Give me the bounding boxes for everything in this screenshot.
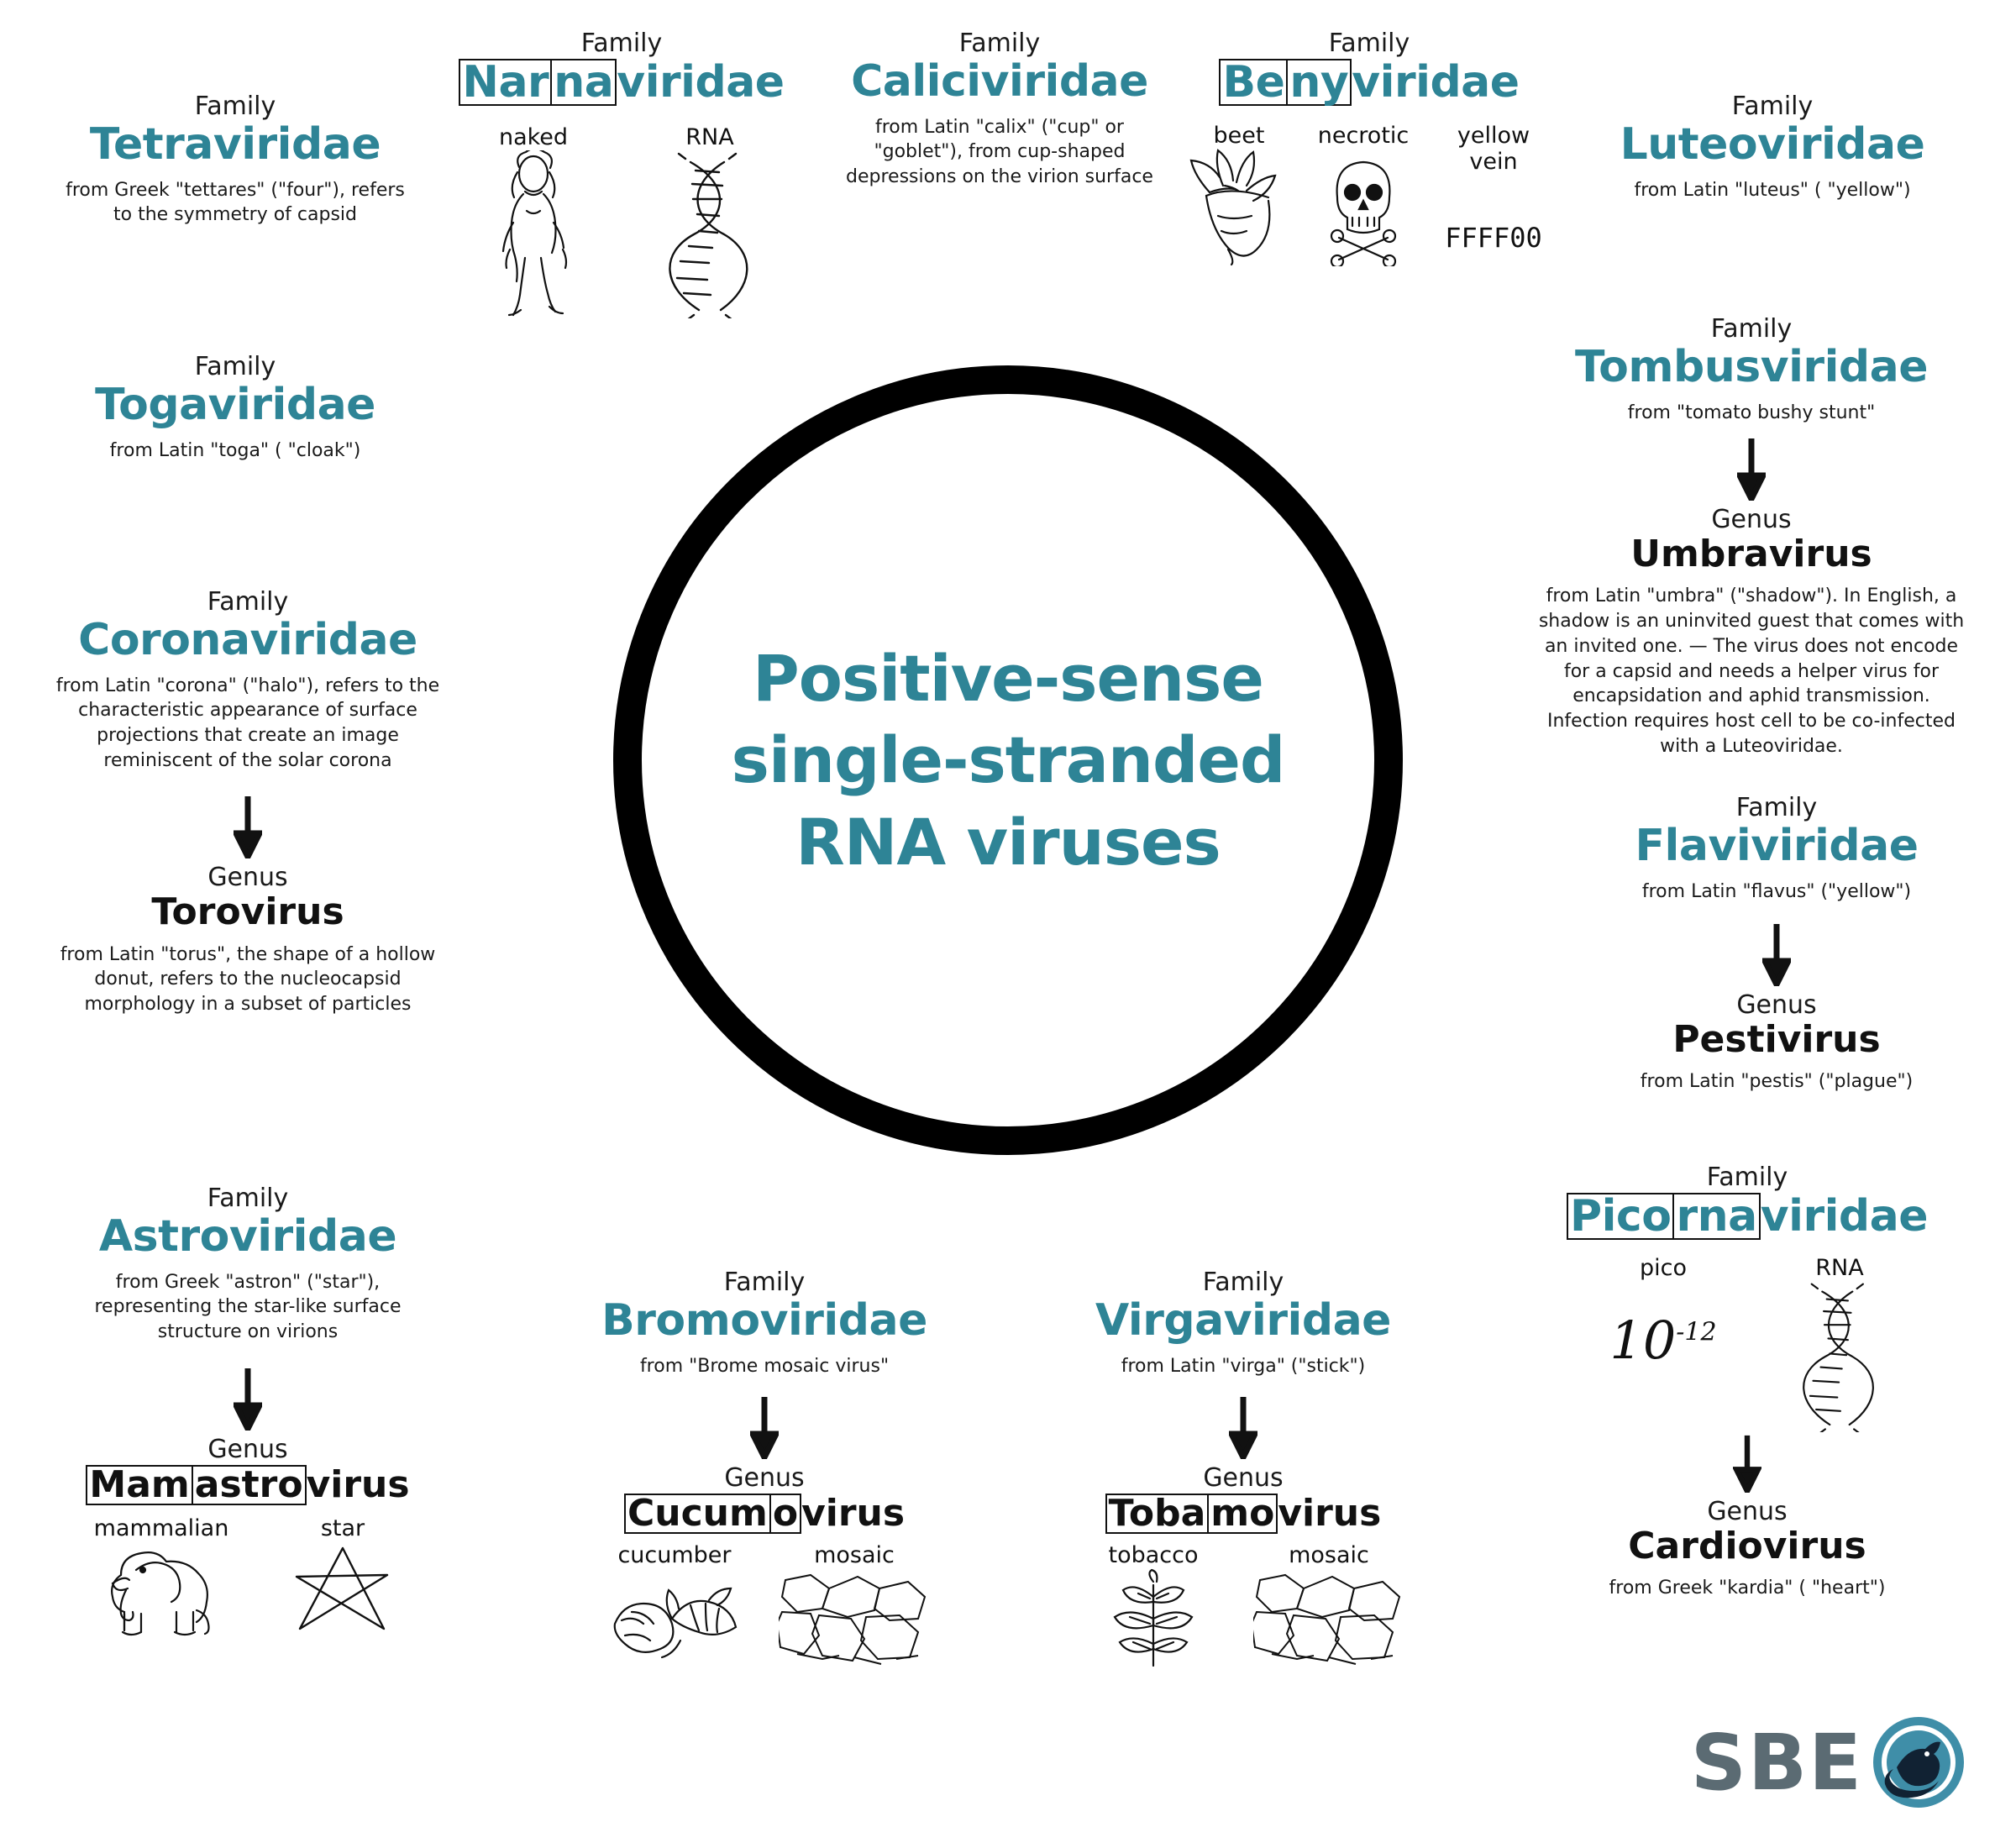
- rank-label: Family: [1731, 92, 1814, 121]
- arrow-virgaviridae-to-tobamovirus: [1075, 1395, 1411, 1459]
- rank-label: Family: [207, 1184, 289, 1213]
- rank-label: Family: [1328, 29, 1410, 58]
- sublabel-beet: beet: [1213, 123, 1265, 149]
- node-togaviridae: [59, 353, 412, 463]
- etymology-bromoviridae: from "Brome mosaic virus": [639, 1355, 890, 1377]
- rna-helix-icon: [1789, 1281, 1890, 1432]
- sublabel-tobacco: tobacco: [1108, 1542, 1199, 1569]
- name-part-be: Be: [1219, 59, 1288, 106]
- bird-in-circle-icon: [1872, 1715, 1966, 1809]
- name-part-virus: virus: [801, 1492, 906, 1536]
- node-caliciviridae: [823, 29, 1176, 190]
- node-coronaviridae: [50, 588, 445, 1017]
- name-part-o: o: [771, 1494, 801, 1534]
- genus-name-umbravirus: Umbravirus: [1630, 533, 1872, 576]
- node-bromoviridae: [588, 1268, 941, 1669]
- genus-name-torovirus: Torovirus: [151, 890, 344, 934]
- rank-label-genus: Genus: [1707, 1497, 1788, 1526]
- sbe-logo-text: SBE: [1690, 1717, 1863, 1808]
- etymology-luteoviridae: from Latin "luteus" ( "yellow"): [1634, 179, 1911, 201]
- etymology-cardiovirus: from Greek "kardia" ( "heart"): [1609, 1578, 1886, 1599]
- node-astroviridae: [59, 1184, 437, 1642]
- family-name-bromoviridae: Bromoviridae: [601, 1295, 927, 1346]
- name-part-viridae: viridae: [1352, 57, 1520, 108]
- rank-label: Family: [958, 29, 1041, 58]
- sublabel-rna: RNA: [685, 124, 734, 150]
- arrow-picornaviridae-to-cardiovirus: [1546, 1434, 1949, 1493]
- rank-label-genus: Genus: [207, 863, 288, 893]
- etymology-togaviridae: from Latin "toga" ( "cloak"): [109, 439, 361, 461]
- rank-label: Family: [1202, 1268, 1284, 1297]
- family-name-togaviridae: Togaviridae: [95, 380, 375, 430]
- sublabel-naked: naked: [498, 124, 569, 150]
- sublabel-yellow-vein: yellow vein: [1457, 123, 1530, 175]
- genus-name-cardiovirus: Cardiovirus: [1628, 1525, 1866, 1567]
- name-part-toba: Toba: [1105, 1494, 1210, 1534]
- family-name-caliciviridae: Caliciviridae: [851, 56, 1148, 107]
- elephant-icon: [94, 1541, 228, 1642]
- etymology-pestivirus: from Latin "pestis" ("plague"): [1640, 1071, 1914, 1093]
- name-part-cucum: Cucum: [624, 1494, 771, 1534]
- family-name-luteoviridae: Luteoviridae: [1620, 119, 1925, 170]
- mosaic-icon: [779, 1568, 930, 1669]
- etymology-umbravirus: from Latin "umbra" ("shadow"). In English, a shadow is an uninvited guest that comes with an invited one. — The virus does not encode for a capsid and needs a helper virus for encapsidation and aphid transmission. Infection requires host cell to be co-infected with a Luteoviridae.: [1538, 585, 1965, 757]
- center-title-line-3: RNA viruses: [795, 804, 1221, 879]
- name-part-ny: ny: [1288, 59, 1352, 106]
- rank-label-genus: Genus: [724, 1463, 805, 1494]
- node-picornaviridae: [1546, 1163, 1949, 1601]
- sublabel-star: star: [320, 1515, 365, 1541]
- rank-label: Family: [1710, 314, 1793, 344]
- rank-label: Family: [723, 1268, 806, 1297]
- name-part-rna: rna: [1674, 1193, 1760, 1240]
- name-part-virus: virus: [1278, 1492, 1382, 1536]
- family-name-tetraviridae: Tetraviridae: [89, 119, 381, 170]
- etymology-flaviviridae: from Latin "flavus" ("yellow"): [1641, 880, 1912, 902]
- rank-label: Family: [1735, 793, 1818, 822]
- family-name-picornaviridae: [1546, 1193, 1949, 1240]
- genus-name-pestivirus: Pestivirus: [1672, 1018, 1881, 1062]
- sbe-logo: [1691, 1715, 1966, 1809]
- name-part-pico: Pico: [1567, 1193, 1674, 1240]
- rank-label: Family: [194, 352, 276, 381]
- rank-label-genus: Genus: [1203, 1463, 1284, 1494]
- name-part-mam: Mam: [86, 1465, 192, 1505]
- node-benyviridae: [1184, 29, 1554, 266]
- etymology-astroviridae: from Greek "astron" ("star"), representing the star-like surface structure on virions: [94, 1271, 402, 1342]
- sublabel-mammalian: mammalian: [93, 1515, 229, 1541]
- sublabel-cucumber: cucumber: [617, 1542, 732, 1569]
- rna-helix-icon: [655, 150, 764, 318]
- name-part-mo: mo: [1209, 1494, 1278, 1534]
- etymology-tetraviridae: from Greek "tettares" ("four"), refers to the symmetry of capsid: [66, 179, 405, 226]
- etymology-coronaviridae: from Latin "corona" ("halo"), refers to the characteristic appearance of surface projections that create an image reminiscent of the solar corona: [55, 675, 440, 771]
- rank-label: Family: [207, 587, 289, 617]
- node-luteoviridae: [1579, 92, 1966, 202]
- rank-label: Family: [194, 92, 276, 121]
- family-name-astroviridae: Astroviridae: [98, 1211, 397, 1262]
- hex-code-yellow: FFFF00: [1445, 222, 1542, 254]
- ten-power-minus-twelve-icon: $10^{-12}$: [1609, 1310, 1717, 1371]
- rank-label: Family: [580, 29, 663, 58]
- center-title-line-1: Positive-sense: [753, 641, 1263, 717]
- arrow-coronaviridae-to-torovirus: [50, 795, 445, 858]
- etymology-tombusviridae: from "tomato bushy stunt": [1627, 402, 1876, 423]
- family-name-coronaviridae: Coronaviridae: [78, 615, 417, 665]
- sublabel-mosaic: mosaic: [1289, 1542, 1369, 1569]
- etymology-virgaviridae: from Latin "virga" ("stick"): [1121, 1355, 1366, 1377]
- node-tombusviridae: [1537, 315, 1966, 759]
- mosaic-icon: [1253, 1568, 1404, 1669]
- etymology-torovirus: from Latin "torus", the shape of a hollow donut, refers to the nucleocapsid morphology in a subset of particles: [60, 943, 436, 1015]
- genus-name-mamastrovirus: [59, 1462, 437, 1506]
- arrow-tombusviridae-to-umbravirus: [1537, 437, 1966, 501]
- skull-crossbones-icon: [1309, 149, 1418, 266]
- rank-label: Family: [1706, 1163, 1788, 1192]
- beet-icon: [1184, 149, 1294, 266]
- sublabel-necrotic: necrotic: [1317, 123, 1410, 149]
- family-name-tombusviridae: Tombusviridae: [1575, 342, 1928, 392]
- rank-label-genus: Genus: [207, 1434, 288, 1464]
- family-name-virgaviridae: Virgaviridae: [1095, 1295, 1391, 1346]
- rank-label-genus: Genus: [1711, 505, 1792, 535]
- node-narnaviridae: [445, 29, 798, 318]
- center-circle: [613, 365, 1403, 1155]
- center-title-line-2: single-stranded: [731, 722, 1285, 798]
- arrow-astroviridae-to-mamastrovirus: [59, 1367, 437, 1431]
- arrow-bromoviridae-to-cucumovirus: [588, 1395, 941, 1459]
- family-name-narnaviridae: [445, 59, 798, 106]
- family-name-benyviridae: [1184, 59, 1554, 106]
- sublabel-pico: pico: [1639, 1255, 1687, 1281]
- sublabel-rna: RNA: [1815, 1255, 1864, 1281]
- genus-name-tobamovirus: [1075, 1494, 1411, 1534]
- name-part-virus: virus: [306, 1462, 410, 1506]
- naked-figure-icon: [487, 150, 580, 318]
- star-icon: [288, 1541, 397, 1642]
- cucumber-plant-icon: [603, 1568, 746, 1669]
- name-part-viridae: viridae: [617, 57, 785, 108]
- node-tetraviridae: [59, 92, 412, 228]
- node-virgaviridae: [1075, 1268, 1411, 1669]
- name-part-nar: Nar: [459, 59, 552, 106]
- arrow-flaviviridae-to-pestivirus: [1579, 922, 1974, 986]
- center-title: [732, 638, 1285, 883]
- family-name-flaviviridae: Flaviviridae: [1635, 821, 1919, 871]
- name-part-viridae: viridae: [1760, 1191, 1929, 1242]
- genus-name-cucumovirus: [588, 1494, 941, 1534]
- sublabel-mosaic: mosaic: [814, 1542, 895, 1569]
- rank-label-genus: Genus: [1736, 990, 1817, 1021]
- name-part-na: na: [552, 59, 617, 106]
- node-flaviviridae: [1579, 794, 1974, 1095]
- etymology-caliciviridae: from Latin "calix" ("cup" or "goblet"), from cup-shaped depressions on the virion surface: [846, 116, 1153, 187]
- name-part-astro: astro: [193, 1465, 307, 1505]
- tobacco-plant-icon: [1086, 1568, 1221, 1669]
